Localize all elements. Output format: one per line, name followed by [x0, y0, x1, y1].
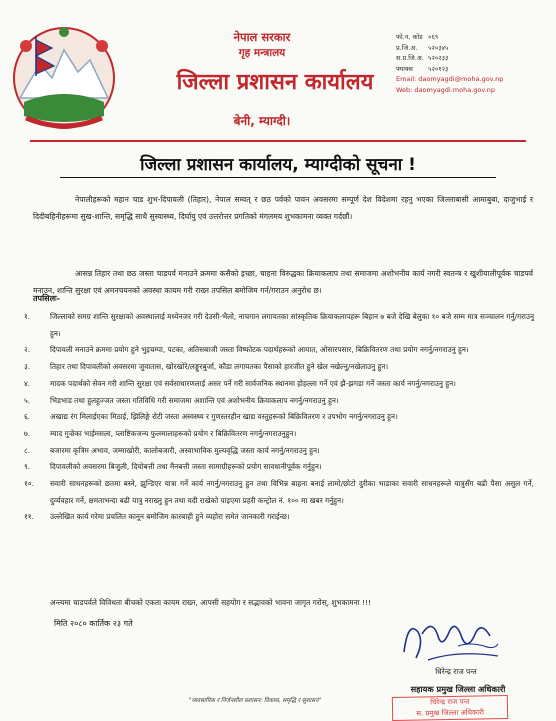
list-item: ८. बजारमा कृत्रिम अभाव, जम्माखोरी, कालोबजारी, अस्वाभाविक मुल्यवृद्धि जस्ता कार्य नगर्नु/नगराउनु हुन। — [24, 445, 320, 455]
signature-mark — [398, 612, 503, 670]
ministry-name: गृह मन्त्रालय — [238, 47, 286, 59]
contact-row: फो.न. कोड ०६९ — [396, 33, 439, 41]
list-item: ९. दिपावलीको अवसरमा बिजुली, दियोबत्ती तथा मैनबत्ती जस्ता सामाग्रीहरूको प्रयोग सावधानीपूर्वक गर्नुहुन। — [24, 462, 322, 472]
instruction-list — [24, 309, 534, 526]
nepal-emblem — [6, 6, 124, 136]
notice-date: मिति २०८० कार्तिक २३ गते — [54, 619, 133, 628]
contact-row: स.प्र.जि.अ. ५२०२३३ — [396, 54, 449, 63]
contact-block — [396, 32, 556, 96]
list-item: ६. अखाद्य रंग मिलाईएका मिठाई, झिलिङ्गे रोटी जस्ता अस्वस्थ्य र गुणस्तरहीन खाद्य वस्तुहरूको बिक्रिवितरण र उपभोग नगर्नु/नगराउनु हुन। — [24, 412, 398, 422]
list-item: ३. तिहार तथा दिपावलीको अवसरमा जुवातास, खोरखोरे/लङ्गुरबुर्जा, कौडा लगायतका पैसाको हारजीत हुने खेल नखेल्नु/नखेलाउनु हुन। — [24, 362, 389, 372]
closing-wishes: अन्त्यमा चाडपर्वले विविधता बीचको एकता कायम राख्न, आपसी सहयोग र सद्भावको भावना जागृत गरोस्, शुभकामना !!! — [50, 598, 371, 607]
header-divider — [30, 140, 526, 142]
contact-row: प्र.जि.अ. ५२०३४५ — [396, 43, 449, 52]
list-item: १०. सवारी साधनहरूको छतमा बस्ने, झुन्डिएर यात्रा गर्ने कार्य नगर्नु/नगराउनु हुन तथा विभिन्न बाहना बनाई लामो/छोटो दुरीका भाडाका सवारी साधनहरूले यात्रुसँग बढी पैसा असुल गर्ने, दुर्व्यवहार गर्ने, क्षमताभन्दा बढी यात्रु नराख्नु हुन तथा यदी राखेको पाइएमा प्रहरी कन्ट्रोल नं. १०० मा खबर गर्नुहुन। — [24, 479, 534, 505]
government-name: नेपाल सरकार — [233, 30, 291, 44]
list-item: ५. भिडभाड तथा हुलहुज्जत जस्ता गतिविधि गरी समाजमा अशान्ति एवं अशोभनीय क्रियाकलाप नगर्नु/नगराउनु हुन। — [24, 395, 339, 405]
office-name: जिल्ला प्रशासन कार्यालय — [176, 70, 374, 95]
list-item: २. दिपावली मनाउने क्रममा प्रयोग हुने भुइचम्पा, पटका, अतिसबाजी जस्ता विष्फोटक पदार्थहरूको आयात, ओसारपसार, बिक्रिवितरण तथा प्रयोग नगर्नु/नगराउनु हुन। — [24, 345, 469, 355]
list-item: १. जिल्लाको समग्र शान्ति सुरक्षाको अवस्थालाई मध्येनजर गरी देउसी-भैलो, नाचगान लगायतका सांस्कृतिक क्रियाकलापहरू बिहान ७ बजे देखि बेलुका १० बजे सम्म मात्र सञ्चालन गर्नु/गराउनु हुन। — [24, 312, 534, 338]
tapsil-heading: तपसिलः- — [33, 294, 60, 303]
signer-designation: सहायक प्रमुख जिल्ला अधिकारी — [410, 684, 506, 694]
list-item: ११. उल्लेखित कार्य गरेमा प्रचलित कानून बमोजिम कारबाही हुने व्यहोरा समेत जानकारी गराईन्छ। — [24, 512, 290, 522]
notice-title: जिल्ला प्रशासन कार्यालय, म्याग्दीको सूचना ! — [60, 152, 496, 178]
greeting-paragraph: नेपालीहरूको महान चाड शुभ-दिपावली (तिहार), नेपाल सम्वत् र छठ पर्वको पावन अवसरमा सम्पूर्ण देश विदेशमा रहनु भएका जिल्लाबासी आमाबुबा, दाजुभाई र दिदीबहिनीहरूमा सुख-शान्ति, समृद्धि साथै सुस्वास्थ्य, दिर्घायु एवं उत्तरोत्तर प्रगतिको मंगलमय शुभकामना व्यक्त गर्दछौं। — [33, 195, 533, 221]
email-link[interactable]: Email: daomyagdi@moha.gov.np — [396, 75, 504, 84]
office-location: बेनी, म्याग्दी। — [233, 114, 291, 128]
footer-slogan: "व्यवसायिक र निर्जनशील प्रशासन: विकास, समृद्धि र सुशासन" — [188, 698, 322, 704]
list-item: ७. म्याद गुज्रेका भाईमसला, प्लाष्टिकजन्य फुलमालाहरूको प्रयोग र बिक्रिवितरण नगर्नु/नगराउनुहुन। — [24, 428, 297, 438]
contact-row: फ्याक्स ५२०१२३ — [396, 64, 449, 73]
signer-name: धिरेन्द्र राज पन्त — [435, 667, 477, 676]
request-paragraph: आसन्न तिहार तथा छठ जस्ता चाडपर्व मनाउने क्रममा कसैको इच्छा, चाहना विरुद्धका क्रियाकलाप तथा समाजमा अशोभनीय कार्य नगरी स्वतन्त्र र खुशीयालीपूर्वक चाडपर्व मनाउन, शान्ति सुरक्षा एवं अमनचयनको अवस्था कायम गरी राख्न तपसिल बमोजिम गर्न/गराउन अनुरोध छ। — [33, 269, 533, 295]
official-stamp: धिरेन्द्र राज पन्त स. प्रमुख जिल्ला अधिकारी — [392, 695, 508, 721]
web-link[interactable]: Web: daomyagdi.moha.gov.np — [396, 85, 496, 94]
list-item: ४. मादक पदार्थको सेवन गरी शान्ति सुरक्षा एवं सर्वसाधारणलाई असर पर्ने गरी सार्वजनिक स्थानमा होहल्ला गर्ने एवं झै-झगडा गर्ने जस्ता कार्य नगर्नु/नगराउनु हुन। — [24, 378, 456, 388]
